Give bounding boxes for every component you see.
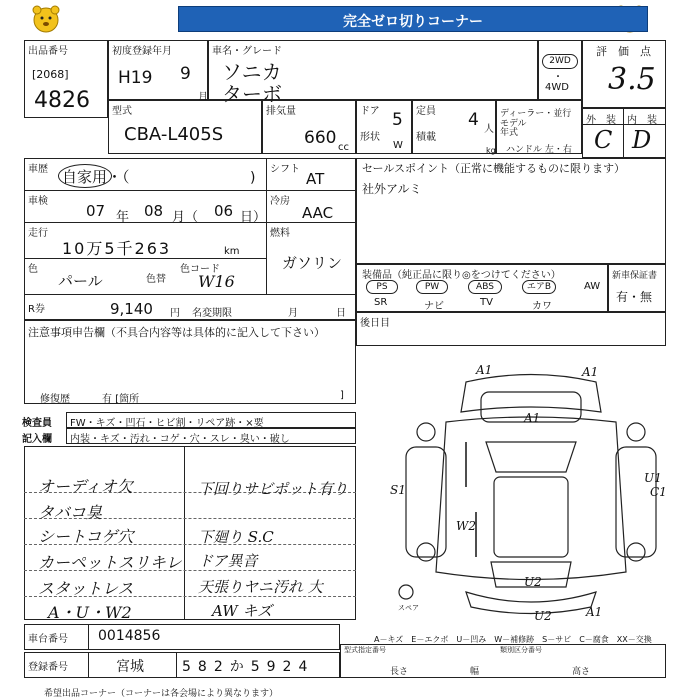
capacity-unit: 人 [484,124,494,135]
inspection-year: 07 [86,202,106,220]
model-value: CBA-L405S [124,124,224,145]
shape-label: 形状 [360,132,380,143]
tax-day: 日 [336,308,346,319]
inspector-row-2-text: 内装・キズ・汚れ・コゲ・穴・スレ・臭い・破し [70,434,290,445]
inspection-year-unit: 年 [116,210,130,225]
height-label: 高さ [572,667,591,677]
mark-u2-1: U2 [524,575,542,589]
mark-a1-2: A1 [582,365,599,379]
sales-point-value: 社外アルミ [362,182,422,196]
reg-era: H19 [118,68,153,88]
inspection-month: 08 [144,202,164,220]
inspection-day-unit: 日） [240,210,267,225]
bear-mascot-left-icon [30,3,62,35]
doors-label: ドア [360,106,380,117]
lot-code: [2068] [32,68,69,81]
lot-number: 4826 [34,88,90,113]
car-number-label: 車台番号 [28,634,68,645]
inspector-label-1: 検査員 [22,418,52,429]
history-close: ) [250,170,256,186]
tax-label: 名変期限 [192,308,232,319]
registration-number: 582か5924 [182,659,315,675]
mark-a1-3: A1 [524,411,541,425]
handle-label: ハンドル 左・右 [506,145,572,155]
car-number-box [24,624,340,650]
color-code-value: W16 [198,272,235,291]
equip-ps: PS [366,280,398,294]
repair-label: 修復歴 [40,394,70,405]
inspection-month-unit: 月（ [172,210,199,225]
manual-label: 新車保証書 [612,271,658,281]
spare-label: スペア [398,604,419,612]
int-value: D [632,126,652,154]
drive-4wd: 4WD [545,82,569,93]
displacement-label: 排気量 [266,106,296,117]
recycle-unit: 円 [170,308,180,319]
repair-value: 有 [箇所 [102,394,140,405]
recycle-value: 9,140 [110,300,153,318]
color-value: パール [58,272,103,290]
mark-a1-4: A1 [586,605,603,619]
inspector-row-1-text: FW・キズ・凹石・ヒビ割・リペア跡・×要 [70,418,264,429]
model-year-label: モデル 年式 [500,119,527,138]
banner-title: 完全ゼロ切りコーナー [343,14,483,30]
grade-value: 3.5 [608,62,656,97]
registration-label: 登録番号 [28,662,68,673]
equip-sr: SR [374,297,388,308]
equipment-label: 装備品（純正品に限り◎をつけてください） [362,270,561,281]
car-name: ソニカ [222,60,282,84]
shape-value: W [393,140,403,151]
displacement-value: 660 [304,128,337,148]
mark-c1: C1 [650,485,667,499]
recycle-label: R券 [28,304,45,315]
ext-value: C [594,126,613,154]
model-label: 型式 [112,106,132,117]
load-label: 積載 [416,132,436,143]
model-spec-label: 型式指定番号 [344,646,386,654]
inspection-label: 車検 [28,196,48,207]
inspection-day: 06 [214,202,234,220]
reg-month: 9 [180,64,191,84]
rear-seat-box [356,312,666,346]
mark-u2-2: U2 [534,609,552,623]
registration-place: 宮城 [116,659,144,675]
capacity-value: 4 [468,110,479,130]
corner-banner [178,6,648,32]
comment-right-2: 下廻り S.C [198,528,274,546]
lot-label: 出品番号 [28,46,68,57]
car-name-label: 車名・グレード [212,46,282,57]
private-use-circle [58,164,112,188]
equip-leather: カワ [532,301,552,312]
equip-pw: PW [416,280,448,294]
repair-close: ] [340,390,344,401]
fuel-value: ガソリン [282,254,343,272]
fuel-label: 燃料 [270,228,290,239]
shift-label: シフト [270,164,300,175]
mark-a1-1: A1 [476,363,493,377]
displacement-unit: cc [338,142,349,153]
legend: A－キズ E－エクボ U－凹み W－補修跡 S－サビ C－腐食 XX－交換 [374,635,652,644]
comment-right-5: AW キズ [212,602,273,620]
mark-w2: W2 [456,519,476,533]
rear-seat-label: 後日目 [360,318,390,329]
capacity-label: 定員 [416,106,436,117]
grade-label: 評 価 点 [596,45,651,58]
inspector-label-2: 記入欄 [22,434,52,445]
notes-label: 注意事項申告欄（不具合内容等は具体的に記入して下さい） [28,326,325,339]
comment-left-2: タバコ臭 [38,503,102,522]
manual-value: 有・無 [616,290,653,304]
ac-label: 冷房 [270,196,290,207]
equip-navi: ナビ [424,301,444,312]
tax-unit: 月 [288,308,298,319]
mark-s1: S1 [390,483,406,497]
reg-month-unit: 月 [198,92,208,103]
drive-sep: ・ [553,72,563,83]
equip-abs: ABS [468,280,502,294]
comment-left-6: A・U・W2 [48,603,132,622]
load-unit: kg [486,146,496,155]
equip-tv: TV [480,297,493,308]
shift-value: AT [306,170,325,188]
color-code-label: 色コード [180,264,220,275]
history-label: 車歴 [28,164,48,175]
car-damage-diagram [386,362,676,627]
mark-u1: U1 [644,471,662,485]
comment-right-3: ドア異音 [198,552,258,570]
car-number-value: 0014856 [98,628,161,644]
mileage-unit: km [224,246,240,257]
comment-right-1: 下回りサビポット有り [198,480,349,498]
int-label: 内 装 [627,115,657,126]
doors-value: 5 [392,110,403,130]
comment-left-3: シートコゲ穴 [38,527,134,546]
reg-date-label: 初度登録年月 [112,46,172,57]
car-grade: ターボ [222,82,282,106]
equip-aw: AW [584,281,601,292]
comment-left-5: スタットレス [38,579,134,598]
ac-value: AAC [302,204,334,222]
width-label: 幅 [470,667,480,677]
sales-point-label: セールスポイント（正常に機能するものに限ります） [362,162,626,175]
drive-2wd: 2WD [542,54,578,69]
mileage-value: 10万5千263 [62,239,172,258]
length-label: 長さ [390,667,409,677]
color-label: 色 [28,264,38,275]
class-spec-label: 類別区分番号 [500,646,542,654]
mileage-label: 走行 [28,228,48,239]
history-value: 自家用・（ [62,168,130,186]
comment-left-4: カーペットスリキレ [38,553,182,572]
dealer-label: ディーラー・並行 [500,109,572,119]
equip-airbag: エアB [522,280,556,294]
color-change-label: 色替 [146,274,166,285]
comment-left-1: オーディオ欠 [38,477,133,496]
wish-corner-label: 希望出品コーナー（コーナーは各会場により異なります） [44,689,279,699]
comment-right-4: 天張りヤニ汚れ 大 [198,578,323,596]
ext-label: 外 装 [586,115,616,126]
